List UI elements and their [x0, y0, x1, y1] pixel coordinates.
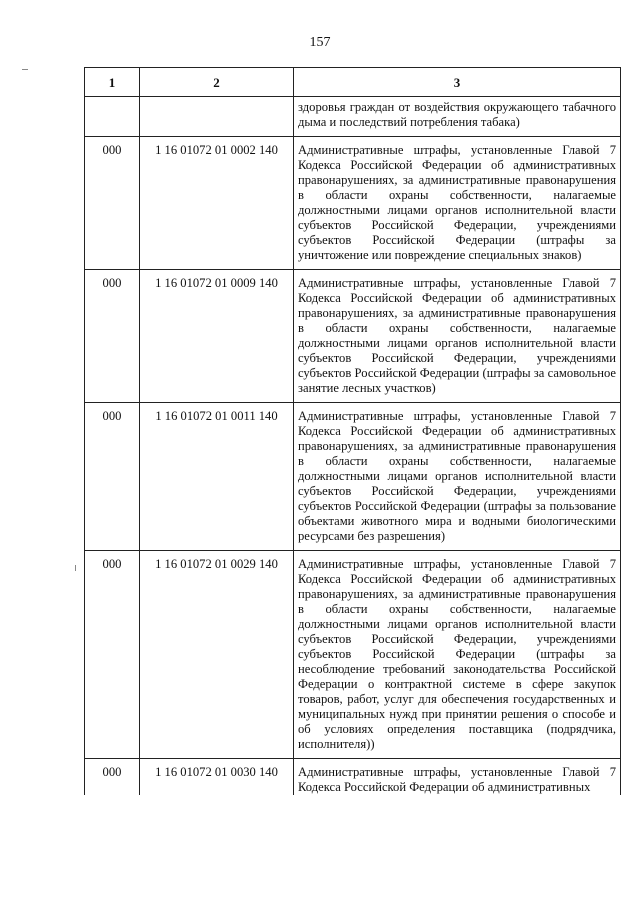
code-cell: 1 16 01072 01 0009 140: [140, 270, 294, 403]
description-cell: Административные штрафы, установленные Главой 7 Кодекса Российской Федерации об административных правонарушениях, за административные правонарушения в области охраны собственности, налагаемые должностными лицами органов исполнительной власти субъектов Российской Федерации, учреждениями субъектов Российской Федерации (штрафы за несоблюдение требований законодательства Российской Федерации о контрактной системе в сфере закупок товаров, работ, услуг для обеспечения государственных и муниципальных нужд при принятии решения о способе и об условиях определения поставщика (подрядчика, исполнителя)): [294, 551, 621, 759]
kind-cell: 000: [85, 551, 140, 759]
column-header: 2: [140, 68, 294, 97]
kind-cell: 000: [85, 270, 140, 403]
page-number: 157: [309, 35, 331, 50]
kind-cell: 000: [85, 403, 140, 551]
description-cell: Административные штрафы, установленные Главой 7 Кодекса Российской Федерации об административных правонарушениях, за административные правонарушения в области охраны собственности, налагаемые должностными лицами органов исполнительной власти субъектов Российской Федерации, учреждениями субъектов Российской Федерации (штрафы за пользование объектами животного мира и водными биологическими ресурсами без разрешения): [294, 403, 621, 551]
code-cell: [140, 97, 294, 137]
table-row: [85, 551, 621, 759]
kind-cell: [85, 97, 140, 137]
scan-mark: [22, 69, 28, 70]
scan-mark: [75, 565, 76, 571]
description-cell: Административные штрафы, установленные Главой 7 Кодекса Российской Федерации об административных: [294, 759, 621, 796]
code-cell: 1 16 01072 01 0002 140: [140, 137, 294, 270]
code-cell: 1 16 01072 01 0011 140: [140, 403, 294, 551]
description-cell: Административные штрафы, установленные Главой 7 Кодекса Российской Федерации об административных правонарушениях, за административные правонарушения в области охраны собственности, налагаемые должностными лицами органов исполнительной власти субъектов Российской Федерации, учреждениями субъектов Российской Федерации (штрафы за уничтожение или повреждение специальных знаков): [294, 137, 621, 270]
description-cell: Административные штрафы, установленные Главой 7 Кодекса Российской Федерации об административных правонарушениях, за административные правонарушения в области охраны собственности, налагаемые должностными лицами органов исполнительной власти субъектов Российской Федерации, учреждениями субъектов Российской Федерации (штрафы за самовольное занятие лесных участков): [294, 270, 621, 403]
kind-cell: 000: [85, 137, 140, 270]
kind-cell: 000: [85, 759, 140, 796]
table-row: [85, 403, 621, 551]
table-row: [85, 137, 621, 270]
code-cell: 1 16 01072 01 0030 140: [140, 759, 294, 796]
code-cell: 1 16 01072 01 0029 140: [140, 551, 294, 759]
table-header-row: [85, 68, 621, 97]
description-cell: здоровья граждан от воздействия окружающего табачного дыма и последствий потребления табака): [294, 97, 621, 137]
column-header: 3: [294, 68, 621, 97]
budget-codes-table: [84, 67, 621, 795]
table-row: [85, 270, 621, 403]
column-header: 1: [85, 68, 140, 97]
table-row: [85, 759, 621, 796]
table-row: [85, 97, 621, 137]
